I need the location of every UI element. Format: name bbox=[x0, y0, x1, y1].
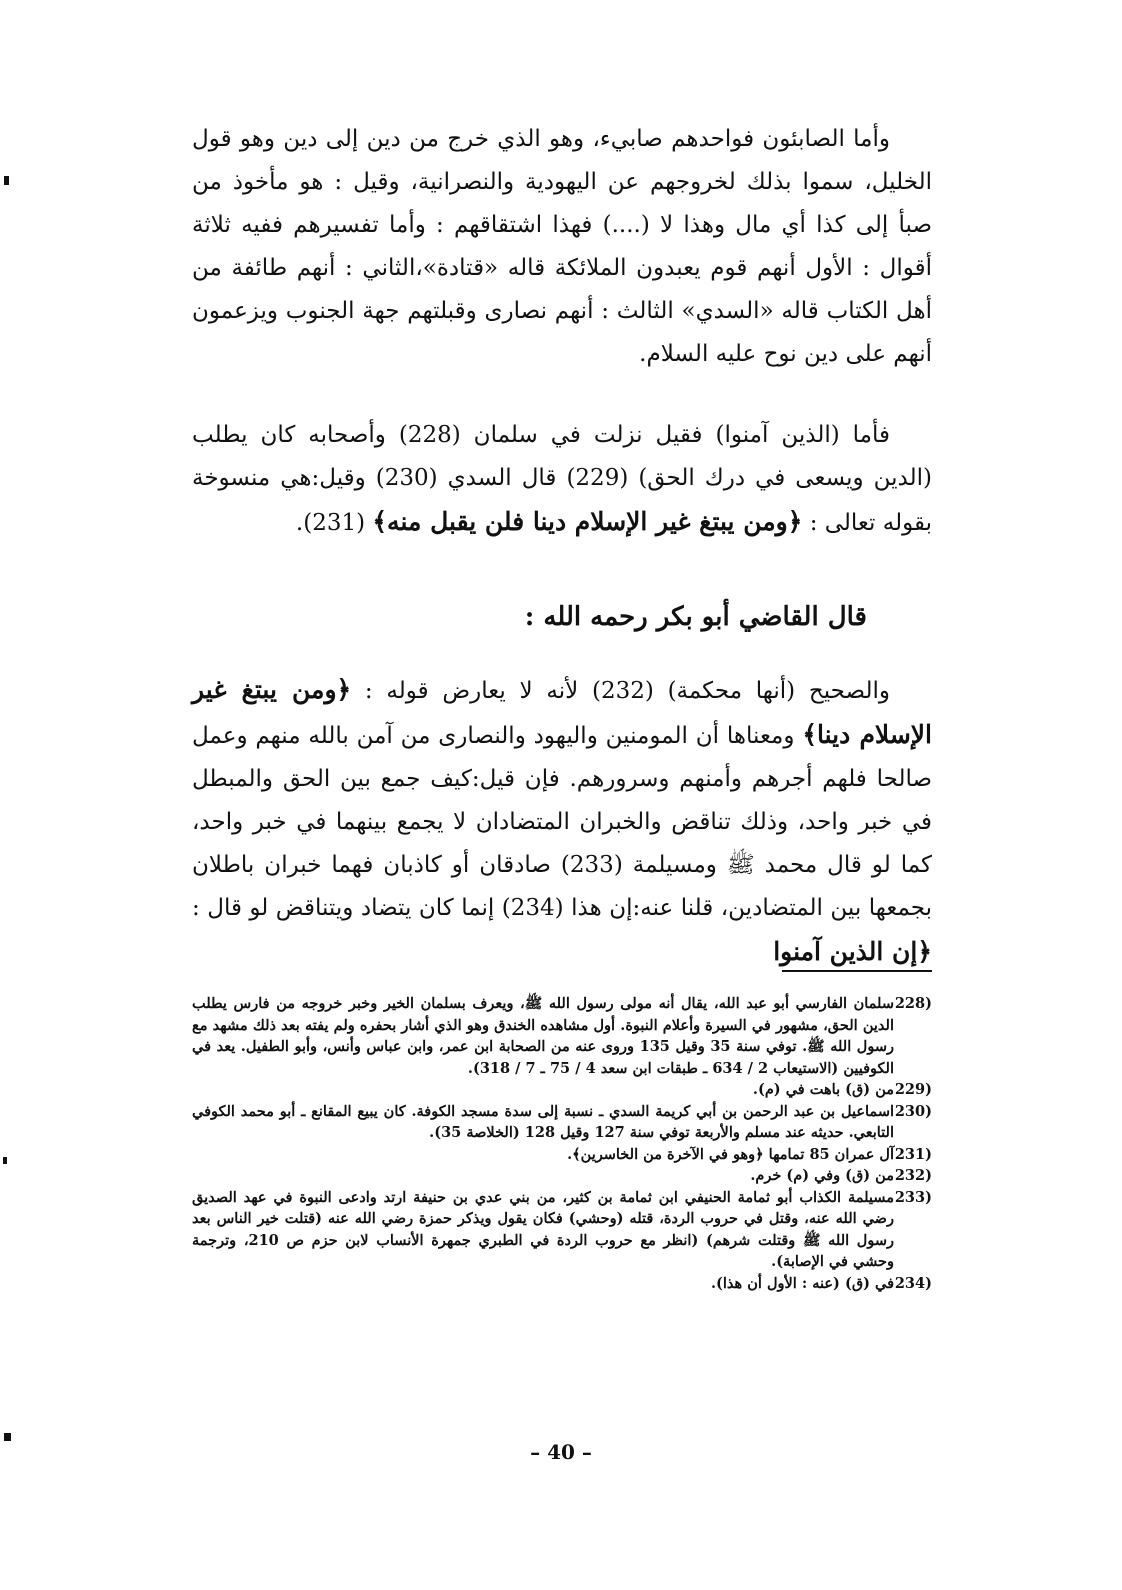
quran-verse: ﴿ومن يبتغ غير الإسلام دينا فلن يقبل منه﴾ bbox=[372, 507, 803, 536]
footnote-number: (230 bbox=[894, 1102, 932, 1120]
page-number: – 40 – bbox=[530, 1440, 592, 1464]
footnote-number: (234 bbox=[894, 1274, 932, 1292]
paragraph-text: ومعناها أن المومنين واليهود والنصارى من آمن بالله منهم وعمل صالحا فلهم أجرهم وأمنهم وسرورهم. فإن قيل:كيف جمع بين الحق والمبطل في خبر واحد، وذلك تناقض والخبران المتضادان لا يجمع بينهما في خبر واحد، كما لو قال محمد ﷺ ومسيلمة (233) صادقان أو كاذبان فهما خبران باطلان بجمعها بين المتضادين، قلنا عنه:إن هذا (234) إنما كان يتضاد ويتناقض لو قال : bbox=[192, 723, 932, 921]
footnote-item bbox=[192, 1273, 932, 1295]
footnote-number: (232 bbox=[894, 1167, 932, 1184]
paragraph-sabians: وأما الصابئون فواحدهم صابيء، وهو الذي خرج من دين إلى دين وهو قول الخليل، سموا بذلك لخروجهم عن اليهودية والنصرانية، وقيل : هو مأخوذ من صبأ إلى كذا أي مال وهذا لا (....) فهذا اشتقاقهم : وأما تفسيرهم ففيه ثلاثة أقوال : الأول أنهم قوم يعبدون الملائكة قاله «قتادة»،الثاني : أنهم طائفة من أهل الكتاب قاله «السدي» الثالث : أنهم نصارى وقبلتهم جهة الجنوب ويزعمون أنهم على دين نوح عليه السلام. bbox=[192, 126, 932, 367]
footnote-item bbox=[192, 1144, 932, 1166]
footnote-item bbox=[192, 1101, 932, 1144]
footnote-text: في (ق) (عنه : الأول أن هذا). bbox=[711, 1274, 894, 1292]
footnote-number: (231 bbox=[894, 1145, 932, 1163]
scan-edge-mark bbox=[3, 1157, 7, 1164]
footnote-item bbox=[192, 993, 932, 1079]
footnote-item bbox=[192, 1079, 932, 1101]
section-heading: قال القاضي أبو بكر رحمه الله : bbox=[524, 602, 867, 632]
scan-edge-mark bbox=[4, 1433, 11, 1441]
footnote-number: (229 bbox=[894, 1081, 932, 1098]
footnote-number: (228 bbox=[894, 995, 932, 1012]
footnote-separator bbox=[782, 970, 932, 972]
footnote-text: آل عمران 85 تمامها ﴿وهو في الآخرة من الخاسرين﴾. bbox=[567, 1145, 894, 1163]
quran-verse: ﴿ومن يبتغ غير الإسلام دينا﴾ bbox=[192, 675, 933, 749]
paragraph-text: والصحيح (أنها محكمة) (232) لأنه لا يعارض قوله : bbox=[364, 678, 890, 704]
footnote-text: سلمان الفارسي أبو عبد الله، يقال أنه مولى رسول الله ﷺ، ويعرف بسلمان الخير وخبر خروجه من فارس يطلب الدين الحق، مشهور في السيرة وأعلام النبوة. أول مشاهده الخندق وهو الذي أشار بحفره ولم يفته بعد ذلك مشهد مع رسول الله ﷺ. توفي سنة 35 وقيل 135 وروى عنه من الصحابة ابن عمر، وابن عباس وأنس، وأبو الطفيل. يعد في الكوفيين (الاستيعاب 2 / 634 ـ طبقات ابن سعد 4 / 75 ـ 7 / 318). bbox=[192, 995, 894, 1077]
footnote-text: من (ق) وفي (م) خرم. bbox=[750, 1167, 894, 1184]
quran-verse: ﴿إن الذين آمنوا bbox=[773, 937, 932, 966]
paragraph-text: فأما (الذين آمنوا) فقيل نزلت في سلمان (228) وأصحابه كان يطلب (الدين ويسعى في درك الحق) (229) قال السدي (230) وقيل:هي منسوخة بقوله تعالى : bbox=[192, 422, 932, 536]
footnote-number: (233 bbox=[894, 1188, 932, 1206]
footnotes-list bbox=[192, 993, 932, 1294]
paragraph-alladhina-amanu bbox=[192, 414, 932, 545]
footnote-text: اسماعيل بن عبد الرحمن بن أبي كريمة السدي ـ نسبة إلى سدة مسجد الكوفة. كان يبيع المقانع ـ أبو محمد الكوفي التابعي. حديثه عند مسلم والأربعة توفي سنة 127 وقيل 128 (الخلاصة 35). bbox=[192, 1102, 894, 1141]
footnote-ref: (231). bbox=[295, 510, 366, 536]
footnote-text: مسيلمة الكذاب أبو ثمامة الحنيفي ابن ثمامة بن كثير، من بني عدي بن حنيفة ارتد وادعى النبوة في عهد الصديق رضي الله عنه، وقتل في حروب الردة، قتله (وحشي) فكان يقول ويذكر حمزة رضي الله عنه (قتلت خير الناس بعد رسول الله ﷺ وقتلت شرهم) (انظر مع حروب الردة في الطبري جمهرة الأنساب لابن حزم ص 210، وترجمة وحشي في الإصابة). bbox=[192, 1188, 894, 1270]
footnote-item bbox=[192, 1187, 932, 1273]
footnote-item bbox=[192, 1165, 932, 1187]
paragraph-muhkama bbox=[192, 668, 932, 975]
footnote-text: من (ق) باهت في (م). bbox=[752, 1081, 894, 1098]
scan-edge-mark bbox=[4, 176, 9, 185]
